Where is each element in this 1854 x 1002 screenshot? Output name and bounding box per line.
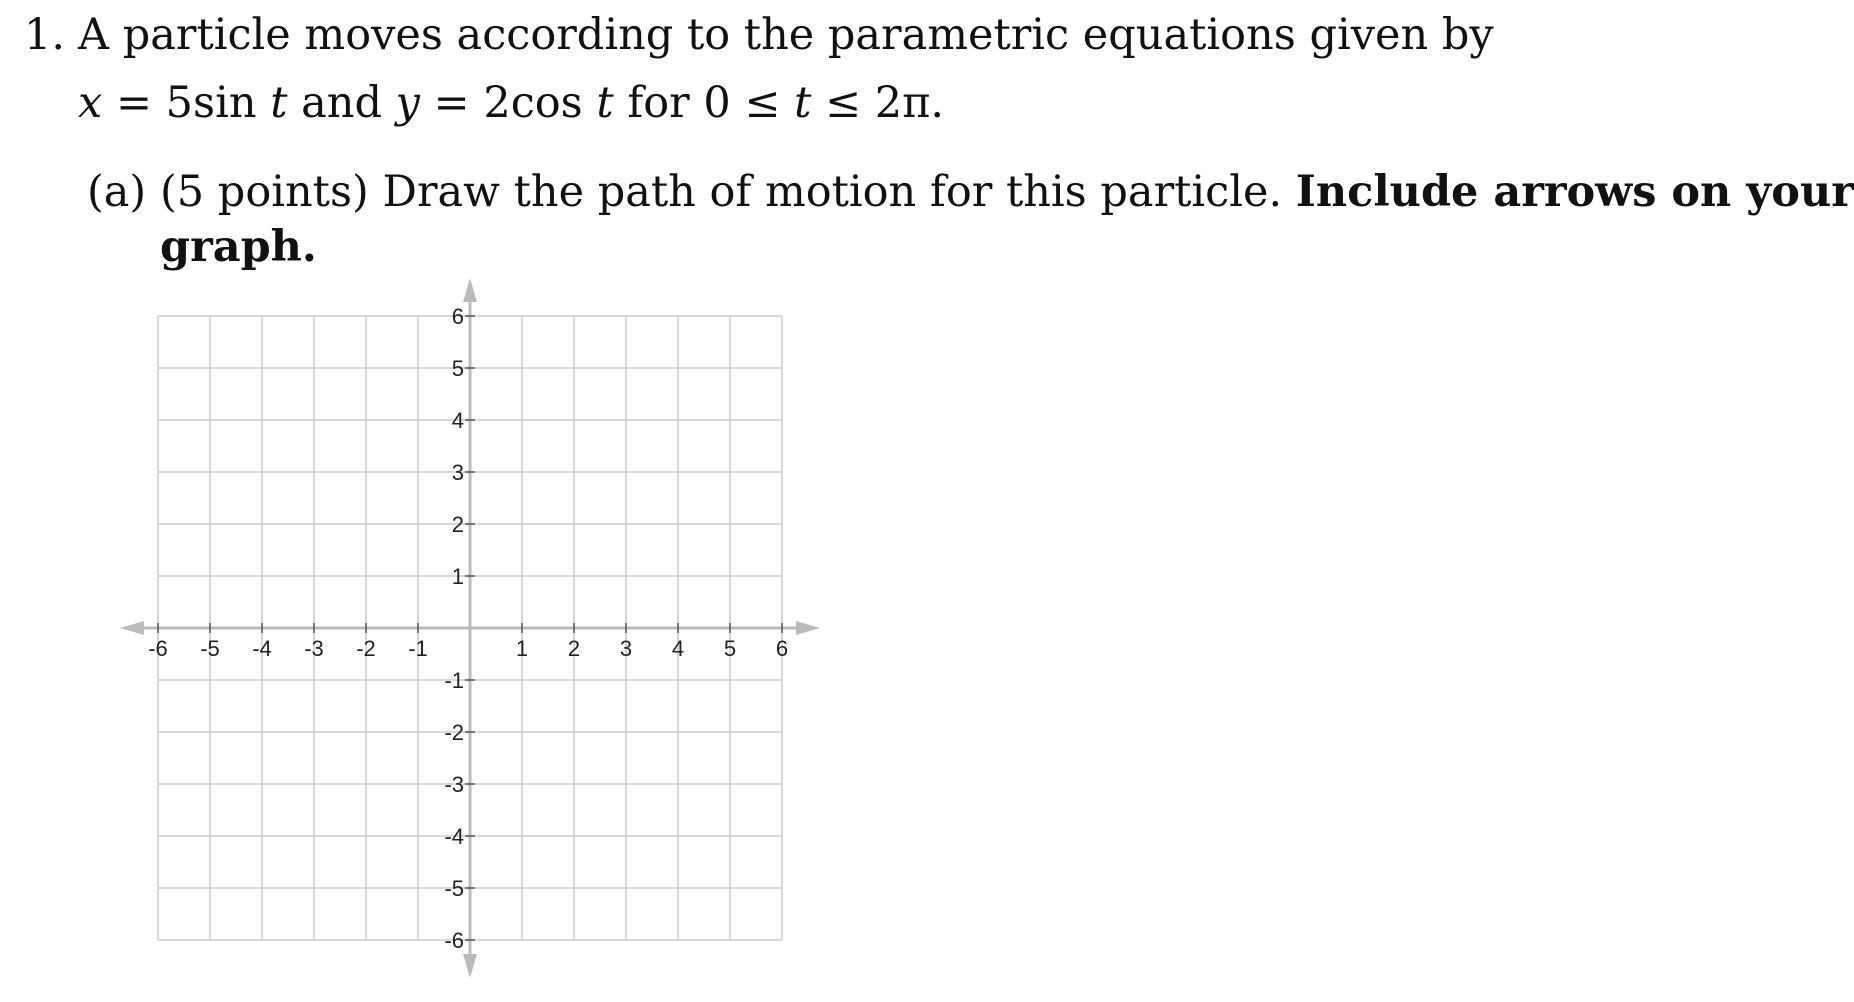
y-tick-label: 6 <box>451 304 464 329</box>
less-equal-sign: ≤ <box>744 78 781 128</box>
part-a-emphasis: Include arrows on your <box>1295 167 1854 217</box>
x-tick-label: 4 <box>671 636 685 661</box>
y-function: cos <box>510 78 583 128</box>
range-high: 2π. <box>874 78 945 128</box>
range-low: 0 <box>703 78 731 128</box>
conjunction: and <box>301 78 382 128</box>
question-intro: A particle moves according to the parametric equations given by <box>78 10 1494 60</box>
x-tick-label: -4 <box>252 636 272 661</box>
y-tick-label: 1 <box>451 564 464 589</box>
x-axis-right-arrow-icon <box>796 621 820 635</box>
y-argument: t <box>596 78 614 128</box>
y-tick-label: -1 <box>444 668 464 693</box>
y-tick-label: 5 <box>451 356 464 381</box>
x-axis-left-arrow-icon <box>120 621 144 635</box>
x-argument: t <box>270 78 288 128</box>
y-tick-label: 4 <box>451 408 464 433</box>
part-a-task: Draw the path of motion for this particle. <box>382 167 1283 217</box>
x-tick-label: 6 <box>775 636 789 661</box>
y-tick-label: -4 <box>444 824 464 849</box>
x-tick-label: -5 <box>200 636 220 661</box>
equals-sign: = <box>115 78 152 128</box>
y-tick-label: -2 <box>444 720 464 745</box>
y-variable: y <box>395 78 420 128</box>
y-tick-label: 2 <box>451 512 464 537</box>
question-number: 1. <box>24 10 66 60</box>
y-tick-label: -5 <box>444 876 464 901</box>
part-a-emphasis-continued: graph. <box>160 222 317 272</box>
x-tick-label: -6 <box>148 636 168 661</box>
x-tick-label: 2 <box>567 636 581 661</box>
parametric-equations <box>78 78 944 128</box>
coordinate-grid[interactable] <box>150 280 890 1000</box>
part-a-instruction <box>160 167 1854 217</box>
range-variable: t <box>794 78 812 128</box>
x-tick-label: -1 <box>408 636 428 661</box>
less-equal-sign: ≤ <box>825 78 862 128</box>
y-axis-up-arrow-icon <box>463 278 477 302</box>
for-word: for <box>627 78 690 128</box>
x-function: sin <box>193 78 257 128</box>
equals-sign: = <box>433 78 470 128</box>
part-a-points: (5 points) <box>160 167 369 217</box>
y-axis-down-arrow-icon <box>463 954 477 978</box>
x-tick-label: -3 <box>304 636 324 661</box>
x-tick-label: 1 <box>515 636 529 661</box>
x-coefficient: 5 <box>165 78 193 128</box>
y-coefficient: 2 <box>483 78 511 128</box>
part-a-label: (a) <box>87 167 147 217</box>
x-tick-label: 3 <box>619 636 633 661</box>
y-tick-label: -6 <box>444 928 464 953</box>
y-tick-label: -3 <box>444 772 464 797</box>
x-tick-label: 5 <box>723 636 737 661</box>
x-tick-label: -2 <box>356 636 376 661</box>
y-tick-label: 3 <box>451 460 464 485</box>
x-variable: x <box>78 78 103 128</box>
